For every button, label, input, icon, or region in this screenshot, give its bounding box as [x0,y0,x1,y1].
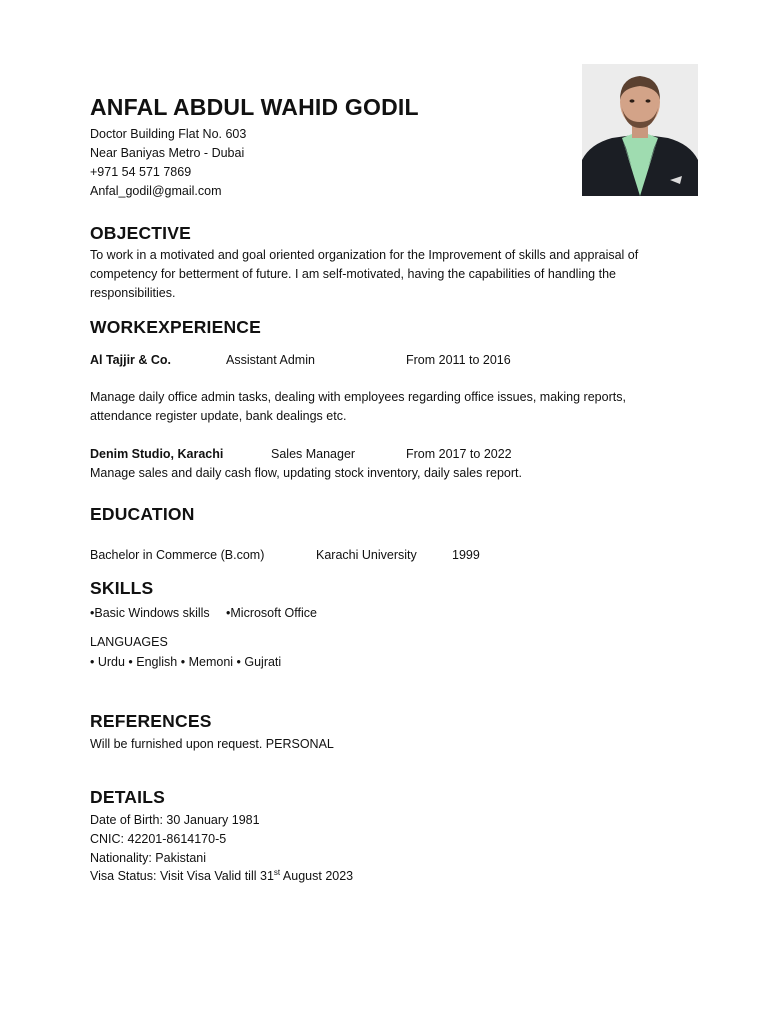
education-degree: Bachelor in Commerce (B.com) [90,548,265,562]
visa-status-ordinal: st [273,868,281,877]
job-1-company: Al Tajjir & Co. [90,353,172,367]
references-text: Will be furnished upon request. PERSONAL [90,737,334,751]
email-address: Anfal_godil@gmail.com [90,184,222,198]
job-2-period: From 2017 to 2022 [406,447,512,461]
languages-list: • Urdu • English • Memoni • Gujrati [90,655,282,669]
profile-photo [582,64,698,196]
languages-label: LANGUAGES [90,635,168,649]
education-heading: EDUCATION [90,504,195,524]
skill-item: •Microsoft Office [226,606,317,620]
visa-status [90,867,353,886]
date-of-birth: Date of Birth: 30 January 1981 [90,813,260,827]
job-1-period: From 2011 to 2016 [406,353,511,367]
job-1-description: Manage daily office admin tasks, dealing with employees regarding office issues, making reports, attendance register update, bank dealings etc. [90,390,626,423]
phone-number: +971 54 571 7869 [90,165,192,179]
skills-heading: SKILLS [90,578,154,598]
details-heading: DETAILS [90,787,165,807]
nationality: Nationality: Pakistani [90,851,207,865]
job-2-title: Sales Manager [271,447,356,461]
candidate-name: ANFAL ABDUL WAHID GODIL [90,94,419,120]
references-heading: REFERENCES [90,711,212,731]
education-institution: Karachi University [316,548,417,562]
address-line-2: Near Baniyas Metro - Dubai [90,146,245,160]
work-experience-heading: WORKEXPERIENCE [90,317,262,337]
education-year: 1999 [452,548,480,562]
visa-status-prefix: Visa Status: Visit Visa Valid till 31 [90,869,274,883]
visa-status-suffix: August 2023 [280,869,354,883]
person-portrait-icon [582,64,698,196]
skill-item: •Basic Windows skills [90,606,210,620]
job-1-title: Assistant Admin [226,353,315,367]
cnic-number: CNIC: 42201-8614170-5 [90,832,227,846]
job-2-description: Manage sales and daily cash flow, updating stock inventory, daily sales report. [90,466,522,480]
objective-heading: OBJECTIVE [90,223,191,243]
job-2-company: Denim Studio, Karachi [90,447,224,461]
objective-text: To work in a motivated and goal oriented organization for the Improvement of skills and appraisal of competency for betterment of future. I am self-motivated, having the capabilities of handling the responsibilities. [90,248,639,300]
address-line-1: Doctor Building Flat No. 603 [90,127,247,141]
